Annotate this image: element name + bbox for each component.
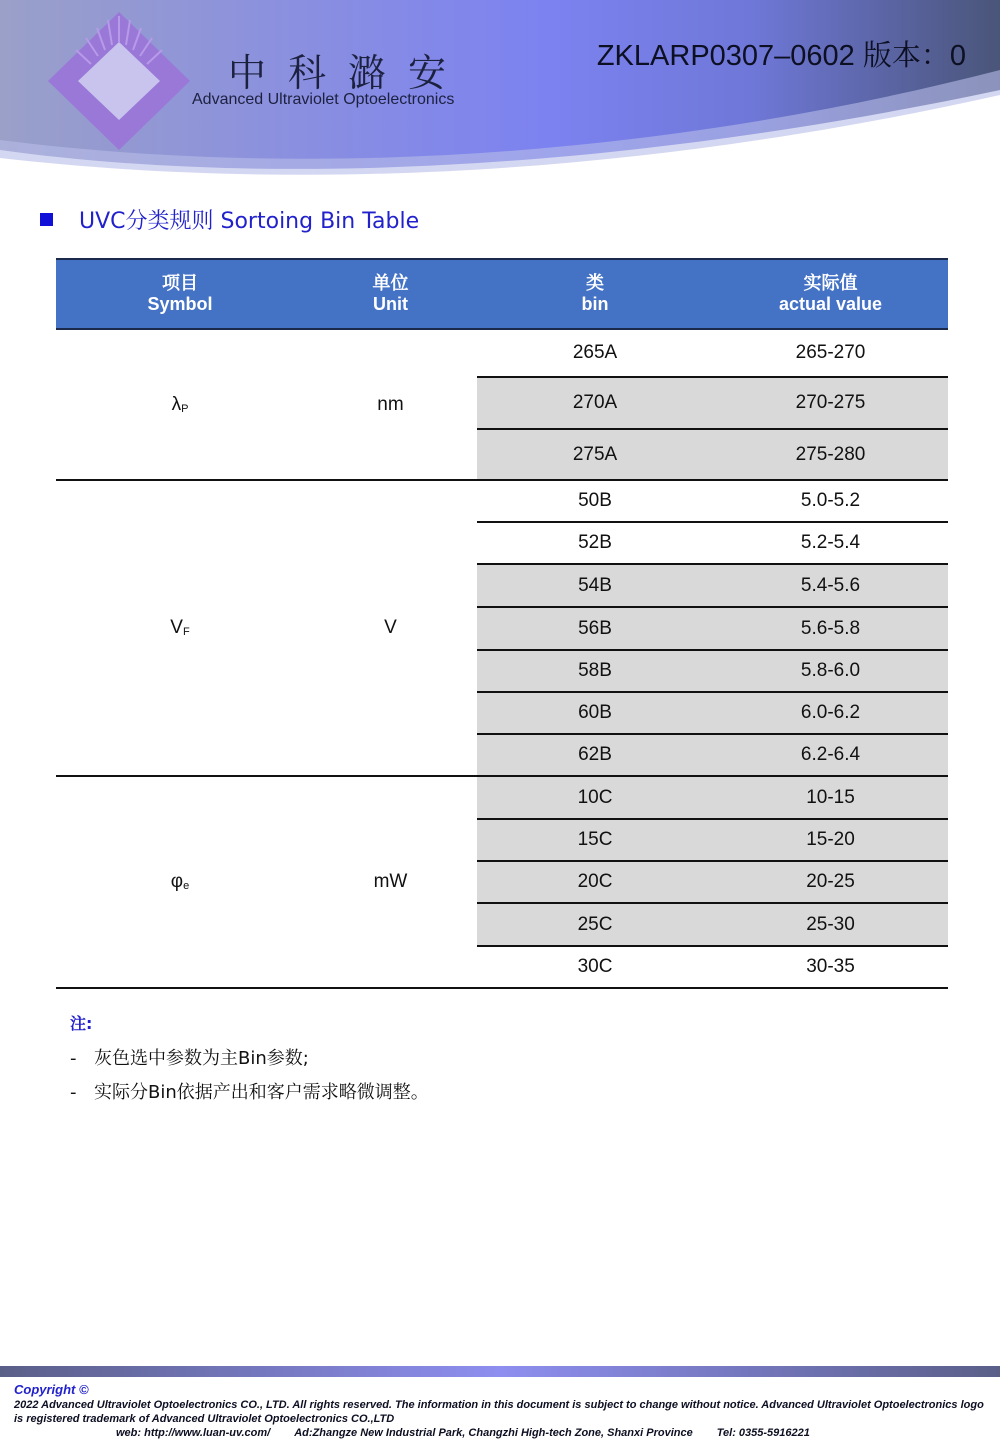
bin-cell: 15C: [477, 819, 713, 861]
notes: [70, 1011, 429, 1112]
copyright-text: 2022 Advanced Ultraviolet Optoelectronics CO., LTD. All rights reserved. The information in this document is subject to change without notice. Advanced Ultraviolet Optoelectronics logo is registered trademark of Advanced Ultraviolet Optoelectronics CO.,LTD: [14, 1399, 984, 1425]
company-logo-icon: [48, 12, 190, 150]
note-item: - 灰色选中参数为主Bin参数;: [70, 1048, 309, 1069]
header-unit: 单位 Unit: [304, 259, 477, 329]
bin-cell: 20C: [477, 861, 713, 903]
bin-cell: 30C: [477, 946, 713, 988]
document-code: ZKLARP0307–0602 版本：0: [596, 40, 966, 72]
company-name-cn: 中科潞安: [228, 51, 469, 95]
header-banner: [0, 0, 1000, 180]
symbol-cell: $\varphi_e$: [56, 776, 304, 988]
symbol-cell: $V_F$: [56, 480, 304, 776]
footer: [14, 1382, 994, 1440]
actual-value-cell: 265-270: [713, 329, 948, 377]
table-body: [56, 329, 948, 988]
actual-value-cell: 10-15: [713, 776, 948, 819]
square-bullet-icon: [40, 213, 53, 226]
note-item: - 实际分Bin依据产出和客户需求略微调整。: [70, 1082, 429, 1103]
actual-value-cell: 5.0-5.2: [713, 480, 948, 522]
actual-value-cell: 5.4-5.6: [713, 564, 948, 607]
unit-cell: V: [304, 480, 477, 776]
bin-cell: 50B: [477, 480, 713, 522]
symbol-cell: $\lambda_P$: [56, 329, 304, 480]
bin-cell: 60B: [477, 692, 713, 734]
actual-value-cell: 30-35: [713, 946, 948, 988]
unit-cell: nm: [304, 329, 477, 480]
actual-value-cell: 5.8-6.0: [713, 650, 948, 692]
website-link[interactable]: web: http://www.luan-uv.com/: [116, 1427, 271, 1439]
table-row: [56, 329, 948, 377]
section-title-text: UVC分类规则 Sortoing Bin Table: [79, 209, 420, 234]
header-bin: 类 bin: [477, 259, 713, 329]
actual-value-cell: 5.2-5.4: [713, 522, 948, 564]
bin-cell: 25C: [477, 903, 713, 946]
actual-value-cell: 6.2-6.4: [713, 734, 948, 776]
table-row: [56, 480, 948, 522]
address: Ad:Zhangze New Industrial Park, Changzhi High-tech Zone, Shanxi Province: [294, 1427, 693, 1439]
actual-value-cell: 6.0-6.2: [713, 692, 948, 734]
actual-value-cell: 15-20: [713, 819, 948, 861]
bin-cell: 56B: [477, 607, 713, 650]
unit-cell: mW: [304, 776, 477, 988]
company-name-en: Advanced Ultraviolet Optoelectronics: [192, 91, 455, 108]
table-header-row: [56, 259, 948, 329]
header-actual-value: 实际值 actual value: [713, 259, 948, 329]
bin-cell: 275A: [477, 429, 713, 480]
actual-value-cell: 275-280: [713, 429, 948, 480]
actual-value-cell: 270-275: [713, 377, 948, 429]
bin-cell: 10C: [477, 776, 713, 819]
bin-cell: 54B: [477, 564, 713, 607]
contact-line: [14, 1426, 994, 1440]
sorting-bin-table: [56, 258, 948, 989]
bin-cell: 270A: [477, 377, 713, 429]
actual-value-cell: 20-25: [713, 861, 948, 903]
table-row: [56, 776, 948, 819]
actual-value-cell: 25-30: [713, 903, 948, 946]
notes-title: 注:: [70, 1014, 93, 1033]
section-title: [40, 204, 419, 235]
actual-value-cell: 5.6-5.8: [713, 607, 948, 650]
telephone: Tel: 0355-5916221: [716, 1427, 810, 1439]
bin-cell: 58B: [477, 650, 713, 692]
header-symbol: 项目 Symbol: [56, 259, 304, 329]
copyright-label: Copyright ©: [14, 1382, 89, 1397]
bin-cell: 62B: [477, 734, 713, 776]
footer-divider: [0, 1366, 1000, 1377]
bin-cell: 265A: [477, 329, 713, 377]
bin-cell: 52B: [477, 522, 713, 564]
